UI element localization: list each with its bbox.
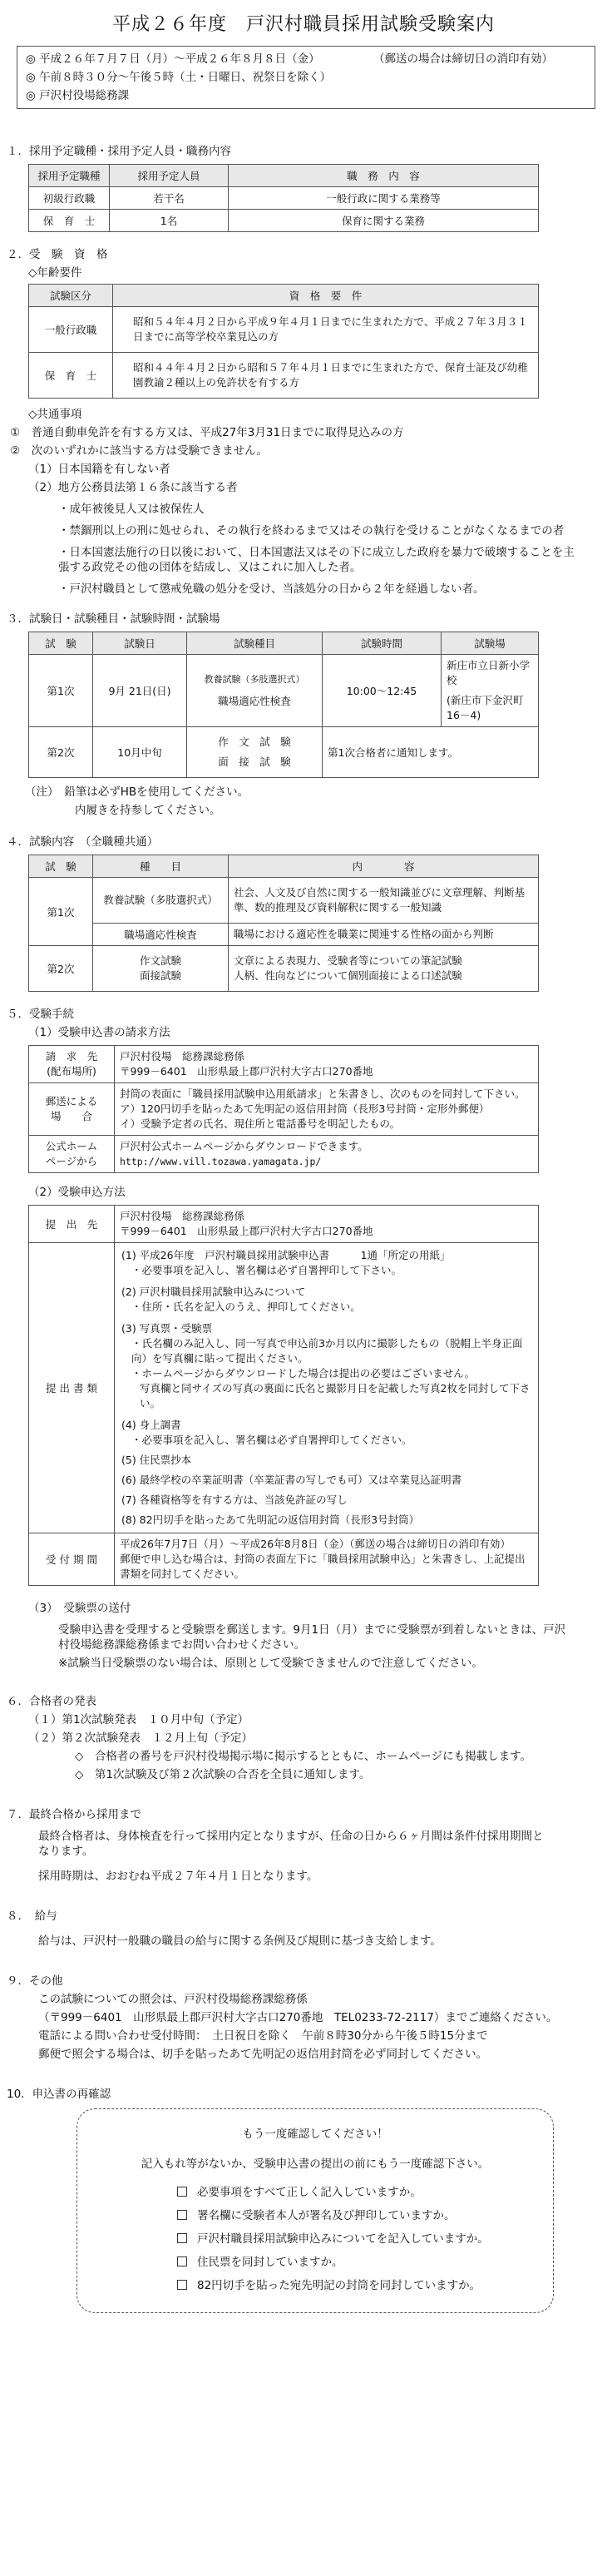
exam-note-2: 内履きを持参してください。 <box>75 804 221 817</box>
duties-2: 保育に関する業務 <box>229 210 539 232</box>
content-1a-text: 社会、人文及び自然に関する一般知識並びに文章理解、判断基準、数的推理及び資料解釈に関する一般知識 <box>229 878 539 924</box>
submit-to-1: 戸沢村役場 総務課総務係 <box>120 1210 245 1222</box>
request-where-2: 〒999－6401 山形県最上郡戸沢村大字古口270番地 <box>120 1065 373 1077</box>
bullet-2: ・禁錮刑以上の刑に処せられ、その執行を終わるまで又はその執行を受けることがなくなるまでの者 <box>58 524 565 537</box>
duties-1: 一般行政に関する業務等 <box>229 187 539 210</box>
request-where-label: 請 求 先 (配布場所) <box>29 1046 115 1083</box>
th-requirement: 資 格 要 件 <box>113 285 539 307</box>
content-2-text-a: 文章による表現力、受験者等についての筆記試験 <box>234 954 462 967</box>
period-label: 受 付 期 間 <box>29 1533 115 1586</box>
content-2-subject-a: 作文試験 <box>139 954 181 967</box>
submit-to-label: 提 出 先 <box>29 1206 115 1243</box>
th-time: 試験時間 <box>323 632 442 655</box>
other-1: この試験についての照会は、戸沢村役場総務課総務係 <box>38 1993 308 2006</box>
common-1: ① 普通自動車免許を有する方又は、平成27年3月31日までに取得見込みの方 <box>10 426 404 439</box>
checklist-item-3-text: 戸沢村職員採用試験申込みについてを記入していますか。 <box>197 2232 489 2246</box>
header-box <box>17 46 595 109</box>
common-2: ② 次のいずれかに該当する方は受験できません。 <box>10 444 268 458</box>
checklist-item-3 <box>177 2227 545 2251</box>
subsection-5-3: （3） 受験票の送付 <box>28 1602 131 1615</box>
result-4: ◇ 第1次試験及び第２次試験の合否を全員に通知します。 <box>75 1768 371 1781</box>
checkbox-icon <box>177 2256 187 2266</box>
result-2: （２）第２次試験発表 １２月上旬（予定） <box>28 1731 253 1745</box>
job-1: 初級行政職 <box>29 187 110 210</box>
checklist-item-1 <box>177 2181 545 2204</box>
th-exam: 試 験 <box>29 632 93 655</box>
section-5-title: ５．受験手続 <box>7 1008 74 1021</box>
content-2-text-b: 人柄、性向などについて個別面接による口述試験 <box>234 969 462 982</box>
bullet-1: ・成年被後見人又は被保佐人 <box>58 503 205 516</box>
th-date: 試験日 <box>93 632 187 655</box>
documents-label: 提 出 書 類 <box>29 1243 115 1533</box>
checklist <box>177 2181 545 2297</box>
exam-2-note: 第1次合格者に通知します。 <box>323 727 539 778</box>
content-1-name: 第1次 <box>29 878 93 946</box>
checklist-item-4 <box>177 2251 545 2274</box>
exam-2-subject-a: 作 文 試 験 <box>218 736 291 748</box>
doc-3: (3) 写真票・受験票 <box>121 1322 213 1335</box>
doc-2a: ・住所・氏名を記入のうえ、押印してください。 <box>131 1300 361 1313</box>
checklist-heading: もう一度確認してください！ <box>242 2128 388 2141</box>
checklist-box <box>76 2108 554 2313</box>
exam-1-time: 10:00～12:45 <box>323 655 442 727</box>
count-2: 1名 <box>110 210 229 232</box>
checkbox-icon <box>177 2280 187 2290</box>
request-web <box>115 1136 539 1173</box>
qualification-table <box>28 284 539 399</box>
age-requirement-title: ◇年齢要件 <box>28 266 82 280</box>
th-category: 試験区分 <box>29 285 113 307</box>
other-4: 郵便で照会する場合は、切手を貼ったあて先明記の返信用封筒を必ず同封してください。 <box>38 2048 487 2061</box>
exam-note-1: （注） 鉛筆は必ずHBを使用してください。 <box>25 785 249 799</box>
request-where <box>115 1046 539 1083</box>
exam-1-subject-a: 教養試験（多肢選択式） <box>204 674 305 685</box>
request-mail <box>115 1083 539 1136</box>
content-2-subject-b: 面接試験 <box>139 969 181 982</box>
section-7-title: ７．最終合格から採用まで <box>7 1808 141 1821</box>
th-job: 採用予定職種 <box>29 165 110 187</box>
bullet-4: ・戸沢村職員として懲戒免職の処分を受け、当該処分の日から２年を経過しない者。 <box>58 582 485 596</box>
doc-6: (6) 最終学校の卒業証明書（卒業証書の写しでも可）又は卒業見込証明書 <box>121 1474 462 1486</box>
th-content-4: 内 容 <box>229 855 539 878</box>
section-6-title: ６．合格者の発表 <box>7 1695 96 1708</box>
section-3-title: ３．試験日・試験種目・試験時間・試験場 <box>7 612 220 626</box>
count-1: 若干名 <box>110 187 229 210</box>
checklist-item-5 <box>177 2274 545 2297</box>
checklist-item-2-text: 署名欄に受験者本人が署名及び押印していますか。 <box>197 2209 456 2222</box>
period <box>115 1533 539 1586</box>
request-mail-3: イ）受験予定者の氏名、現住所と電話番号を明記したもの。 <box>120 1117 401 1130</box>
request-mail-label: 郵送による 場 合 <box>29 1083 115 1136</box>
content-2-text <box>229 946 539 992</box>
doc-4a: ・必要事項を記入し、署名欄は必ず自署押印してください。 <box>131 1434 412 1446</box>
exam-1-name: 第1次 <box>29 655 93 727</box>
venue-name: 新庄市立日新小学校 <box>447 659 531 686</box>
venue-address: (新庄市下金沢町16－4) <box>447 694 524 721</box>
doc-7: (7) 各種資格等を有する方は、当該免許証の写し <box>121 1494 348 1506</box>
checkbox-icon <box>177 2233 187 2243</box>
hours-line: ◎ 午前８時３０分～午後５時（土・日曜日、祝祭日を除く） <box>26 71 332 84</box>
section-4-title: ４．試験内容 （全職種共通） <box>7 835 159 849</box>
exam-1-subject-b: 職場適応性検査 <box>218 695 291 707</box>
doc-4: (4) 身上調書 <box>121 1419 181 1431</box>
exam-2-subjects <box>187 727 323 778</box>
requirement-2: 昭和４４年４月２日から昭和５７年４月１日までに生まれた方で、保育士証及び幼稚園教諭２種以上の免許状を有する方 <box>113 353 539 399</box>
request-where-1: 戸沢村役場 総務課総務係 <box>120 1050 245 1063</box>
content-table <box>28 855 539 992</box>
request-web-1: 戸沢村公式ホームページからダウンロードできます。 <box>120 1140 368 1152</box>
doc-3a: ・氏名欄のみ記入し、同一写真で申込前3か月以内に撮影したもの（脱帽上半身正面向）を写真欄に貼って提出ください。 <box>131 1337 523 1365</box>
section-9-title: ９．その他 <box>7 1974 63 1988</box>
submit-to-2: 〒999－6401 山形県最上郡戸沢村大字古口270番地 <box>120 1225 373 1237</box>
bullet-3: ・日本国憲法施行の日以後において、日本国憲法又はその下に成立した政府を暴力で破壊することを主張する政党その他の団体を結成し、又はこれに加入した者。 <box>58 546 575 574</box>
request-web-url[interactable]: http://www.vill.tozawa.yamagata.jp/ <box>120 1156 322 1167</box>
checklist-item-5-text: 82円切手を貼った宛先明記の封筒を同封していますか。 <box>197 2279 481 2292</box>
section-8-title: ８． 給与 <box>7 1910 57 1923</box>
subsection-5-1: （1）受験申込書の請求方法 <box>28 1026 170 1039</box>
exam-1-venue <box>442 655 539 727</box>
period-2: 郵便で申し込む場合は、封筒の表面左下に「職員採用試験申込」と朱書きし、上記提出書類を同封してください。 <box>120 1553 526 1580</box>
category-2: 保 育 士 <box>29 353 113 399</box>
ticket-text-2: ※試験当日受験票のない場合は、原則として受験できませんので注意してください。 <box>58 1657 483 1670</box>
content-1b-text: 職場における適応性を職業に関連する性格の面から判断 <box>229 924 539 946</box>
schedule-table <box>28 632 539 778</box>
ticket-text-1: 受験申込書を受理すると受験票を郵送します。9月1日（月）までに受験票が到着しないときは、戸沢村役場総務課総務係までお問い合わせください。 <box>58 1623 566 1652</box>
period-line: ◎ 平成２６年７月７日（月）～平成２６年８月８日（金） <box>26 52 320 66</box>
th-exam-4: 試 験 <box>29 855 93 878</box>
checklist-subheading: 記入もれ等がないか、受験申込書の提出の前にもう一度確認下さい。 <box>141 2157 490 2171</box>
period-note: （郵送の場合は締切日の消印有効） <box>373 52 553 66</box>
th-subject: 試験種目 <box>187 632 323 655</box>
exam-2-date: 10月中旬 <box>93 727 187 778</box>
salary-text: 給与は、戸沢村一般職の職員の給与に関する条例及び規則に基づき支給します。 <box>38 1934 442 1948</box>
result-3: ◇ 合格者の番号を戸沢村役場掲示場に掲示するとともに、ホームページにも掲載します。 <box>75 1750 532 1763</box>
request-mail-1: 封筒の表面に「職員採用試験申込用紙請求」と朱書きし、次のものを同封して下さい。 <box>120 1087 526 1100</box>
submit-to <box>115 1206 539 1243</box>
exam-1-subjects <box>187 655 323 727</box>
requirement-1: 昭和５４年４月２日から平成９年４月１日までに生まれた方で、平成２７年３月３１日までに高等学校卒業見込の方 <box>113 307 539 353</box>
checklist-item-2 <box>177 2204 545 2227</box>
request-mail-2: ア）120円切手を貼ったあて先明記の返信用封筒（長形3号封筒・定形外郵便） <box>120 1102 490 1115</box>
content-1b-subject: 職場適応性検査 <box>93 924 229 946</box>
common-2a: （1）日本国籍を有しない者 <box>28 463 170 476</box>
request-web-label: 公式ホーム ページから <box>29 1136 115 1173</box>
checklist-item-1-text: 必要事項をすべて正しく記入していますか。 <box>197 2186 422 2199</box>
office-line: ◎ 戸沢村役場総務課 <box>26 89 130 102</box>
th-venue: 試験場 <box>442 632 539 655</box>
checkbox-icon <box>177 2210 187 2220</box>
th-count: 採用予定人員 <box>110 165 229 187</box>
exam-1-date: 9月 21日(日) <box>93 655 187 727</box>
section-2-title: ２．受 験 資 格 <box>7 248 108 261</box>
section-10-title: 10．申込書の再確認 <box>7 2088 111 2101</box>
th-duties: 職 務 内 容 <box>229 165 539 187</box>
doc-3c: 写真欄と同サイズの写真の裏面に氏名と撮影月日を記載した写真2枚を同封して下さい。 <box>140 1382 531 1409</box>
request-table <box>28 1045 539 1173</box>
hiring-text-2: 採用時期は、おおむね平成２７年４月１日となります。 <box>38 1870 318 1883</box>
period-1: 平成26年7月7日（月）～平成26年8月8日（金）（郵送の場合は締切日の消印有効） <box>120 1538 511 1550</box>
job-2: 保 育 士 <box>29 210 110 232</box>
positions-table <box>28 164 539 232</box>
checkbox-icon <box>177 2187 187 2197</box>
checklist-item-4-text: 住民票を同封していますか。 <box>197 2256 343 2269</box>
doc-8: (8) 82円切手を貼ったあて先明記の返信用封筒（長形3号封筒） <box>121 1513 420 1526</box>
content-2-name: 第2次 <box>29 946 93 992</box>
application-table <box>28 1205 539 1586</box>
result-1: （１）第1次試験発表 １０月中旬（予定） <box>28 1713 249 1726</box>
page-title: 平成２６年度 戸沢村職員採用試験受験案内 <box>111 14 495 35</box>
other-3: 電話による問い合わせ受付時間： 土日祝日を除く 午前８時30分から午後５時15分まで <box>38 2029 488 2043</box>
th-subject-4: 種 目 <box>93 855 229 878</box>
category-1: 一般行政職 <box>29 307 113 353</box>
exam-2-subject-b: 面 接 試 験 <box>218 755 291 768</box>
subsection-5-2: （2）受験申込方法 <box>28 1186 126 1199</box>
doc-1: (1) 平成26年度 戸沢村職員採用試験申込書 1通「所定の用紙」 <box>121 1249 451 1261</box>
doc-3b: ・ホームページからダウンロードした場合は提出の必要はございません。 <box>131 1367 476 1380</box>
other-2: （〒999－6401 山形県最上郡戸沢村大字古口270番地 TEL0233-72-2117）までご連絡ください。 <box>38 2011 558 2024</box>
documents-list <box>115 1243 539 1533</box>
common-title: ◇共通事項 <box>28 408 82 421</box>
hiring-text-1: 最終合格者は、身体検査を行って採用内定となりますが、任命の日から６ヶ月間は条件付採用期間となります。 <box>38 1830 544 1858</box>
doc-5: (5) 住民票抄本 <box>121 1454 192 1466</box>
common-2b: （2）地方公務員法第１６条に該当する者 <box>28 481 238 494</box>
doc-1a: ・必要事項を記入し、署名欄は必ず自署押印して下さい。 <box>131 1264 402 1276</box>
doc-2: (2) 戸沢村職員採用試験申込みについて <box>121 1286 306 1298</box>
content-2-subjects <box>93 946 229 992</box>
exam-2-name: 第2次 <box>29 727 93 778</box>
section-1-title: １．採用予定職種・採用予定人員・職務内容 <box>7 145 231 158</box>
content-1a-subject: 教養試験（多肢選択式） <box>93 878 229 924</box>
